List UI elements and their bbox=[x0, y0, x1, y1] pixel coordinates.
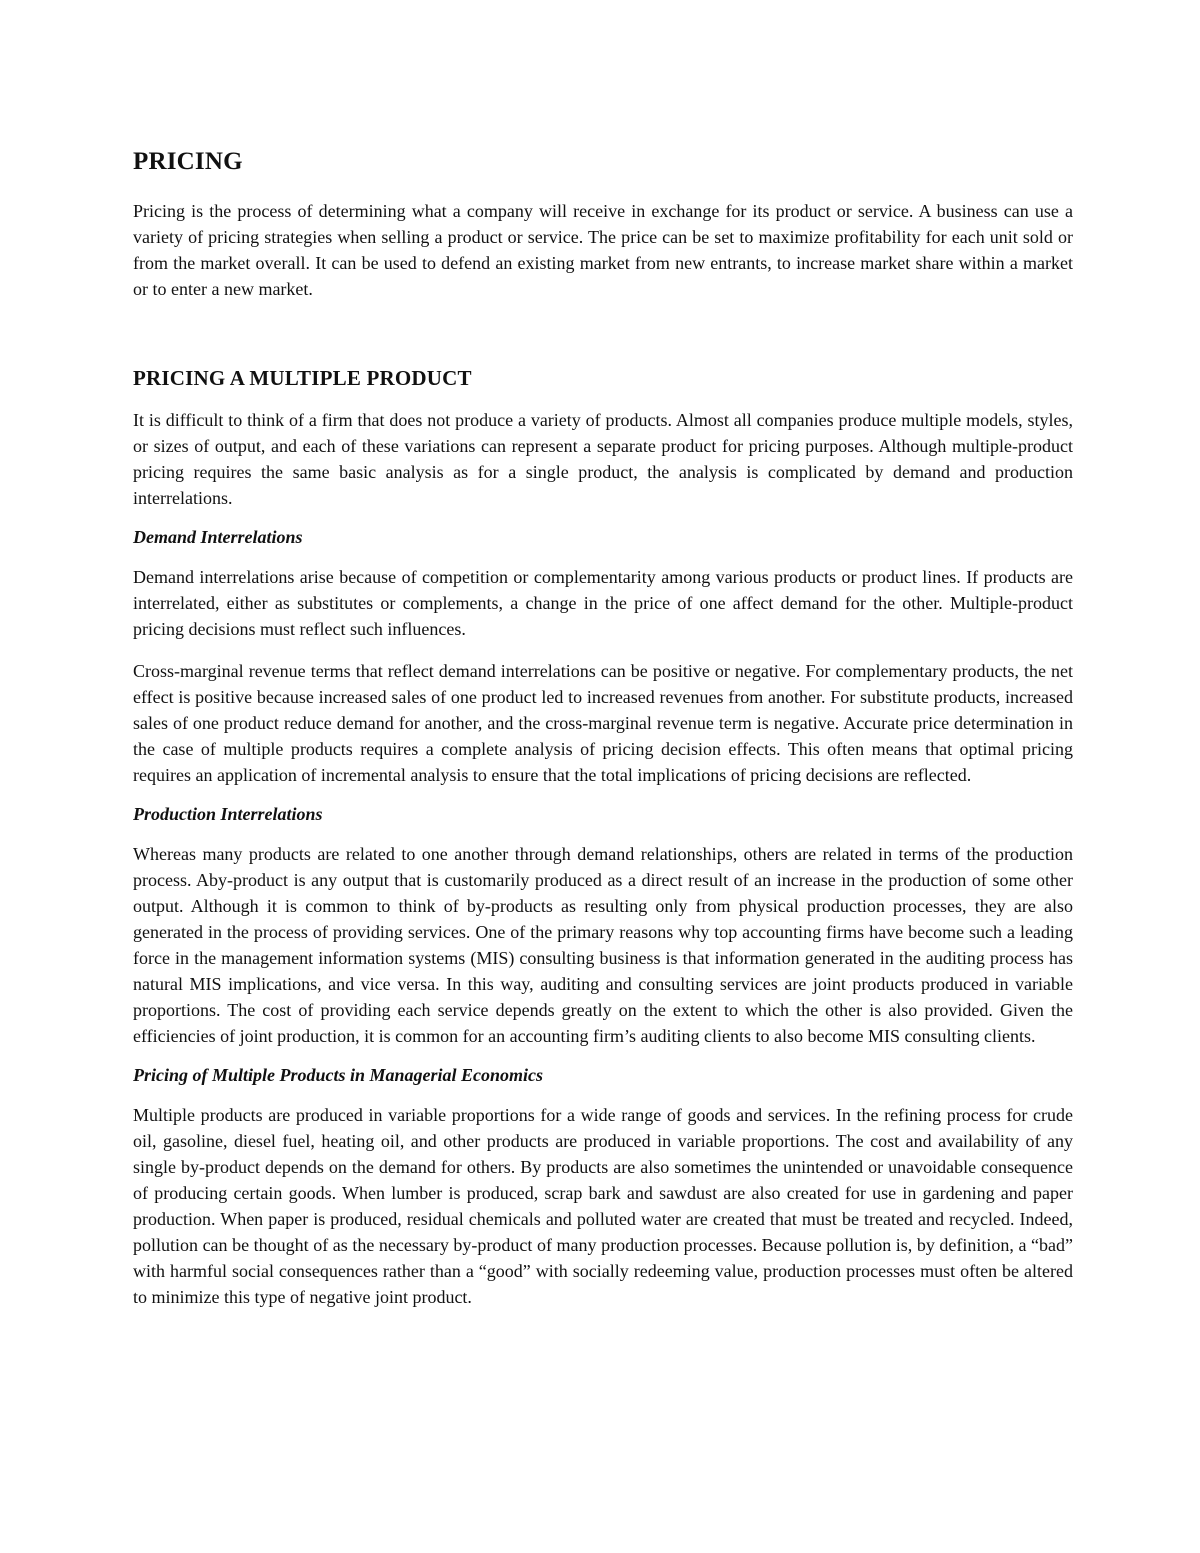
document-page bbox=[133, 140, 1073, 1326]
demand-paragraph-1: Demand interrelations arise because of competition or complementarity among various products or product lines. If products are interrelated, either as substitutes or complements, a change in the price of one affect demand for the other. Multiple-product pricing decisions must reflect such influences. bbox=[133, 567, 1073, 639]
section-intro-paragraph: It is difficult to think of a firm that does not produce a variety of products. Almost all companies produce multiple models, styles, or sizes of output, and each of these variations can represent a separate product for pricing purposes. Although multiple-product pricing requires the same basic analysis as for a single product, the analysis is complicated by demand and production interrelations. bbox=[133, 410, 1073, 508]
section-heading: PRICING A MULTIPLE PRODUCT bbox=[133, 366, 472, 390]
managerial-paragraph: Multiple products are produced in variable proportions for a wide range of goods and services. In the refining process for crude oil, gasoline, diesel fuel, heating oil, and other products are produced in variable proportions. The cost and availability of any single by-product depends on the demand for others. By products are also sometimes the unintended or unavoidable consequence of producing certain goods. When lumber is produced, scrap bark and sawdust are also created for use in gardening and paper production. When paper is produced, residual chemicals and polluted water are created that must be treated and recycled. Indeed, pollution can be thought of as the necessary by-product of many production processes. Because pollution is, by definition, a “bad” with harmful social consequences rather than a “good” with socially redeeming value, production processes must often be altered to minimize this type of negative joint product. bbox=[133, 1105, 1073, 1307]
production-heading: Production Interrelations bbox=[133, 804, 323, 824]
demand-heading: Demand Interrelations bbox=[133, 527, 303, 547]
intro-paragraph: Pricing is the process of determining what a company will receive in exchange for its product or service. A business can use a variety of pricing strategies when selling a product or service. The price can be set to maximize profitability for each unit sold or from the market overall. It can be used to defend an existing market from new entrants, to increase market share within a market or to enter a new market. bbox=[133, 201, 1073, 299]
demand-paragraph-2: Cross-marginal revenue terms that reflect demand interrelations can be positive or negative. For complementary products, the net effect is positive because increased sales of one product led to increased revenues from another. For substitute products, increased sales of one product reduce demand for another, and the cross-marginal revenue term is negative. Accurate price determination in the case of multiple products requires a complete analysis of pricing decision effects. This often means that optimal pricing requires an application of incremental analysis to ensure that the total implications of pricing decisions are reflected. bbox=[133, 661, 1073, 785]
production-paragraph: Whereas many products are related to one another through demand relationships, others are related in terms of the production process. Aby-product is any output that is customarily produced as a direct result of an increase in the production of some other output. Although it is common to think of by-products as resulting only from physical production processes, they are also generated in the process of providing services. One of the primary reasons why top accounting firms have become such a leading force in the management information systems (MIS) consulting business is that information generated in the auditing process has natural MIS implications, and vice versa. In this way, auditing and consulting services are joint products produced in variable proportions. The cost of providing each service depends greatly on the extent to which the other is also provided. Given the efficiencies of joint production, it is common for an accounting firm’s auditing clients to also become MIS consulting clients. bbox=[133, 844, 1073, 1046]
managerial-heading: Pricing of Multiple Products in Managerial Economics bbox=[133, 1065, 544, 1085]
document-title: PRICING bbox=[133, 148, 243, 175]
